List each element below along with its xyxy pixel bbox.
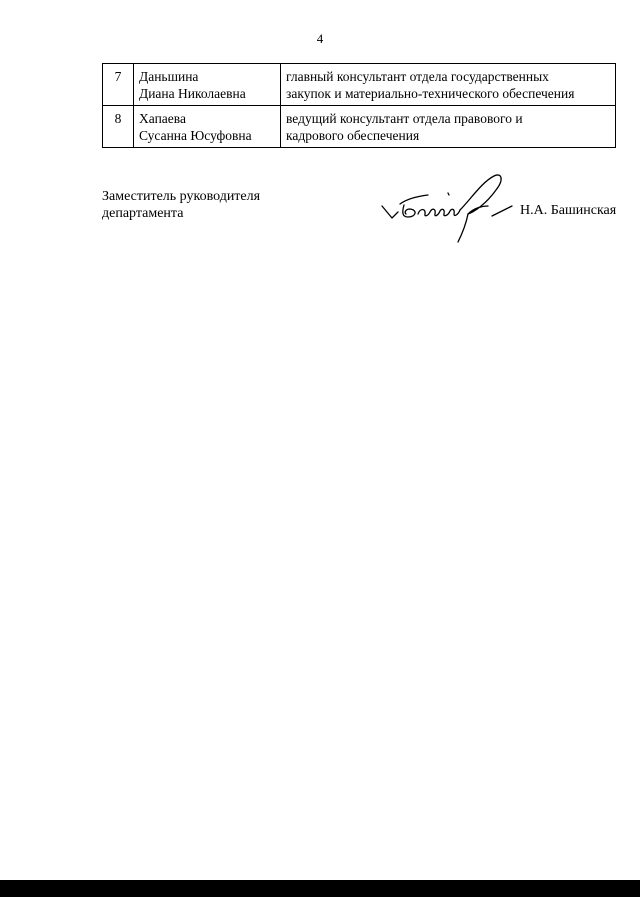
position-line: закупок и материально-технического обеспечения bbox=[286, 86, 575, 101]
handwritten-signature bbox=[378, 168, 518, 244]
employee-position-cell bbox=[281, 64, 616, 106]
signer-title-line: департамента bbox=[102, 206, 184, 221]
position-line: ведущий консультант отдела правового и bbox=[286, 111, 523, 126]
page-number: 4 bbox=[316, 31, 324, 46]
employee-given-name: Диана Николаевна bbox=[139, 86, 246, 101]
employee-surname: Даньшина bbox=[139, 69, 199, 84]
row-number: 8 bbox=[103, 106, 134, 148]
row-number: 7 bbox=[103, 64, 134, 106]
table-row bbox=[103, 106, 616, 148]
employee-name-cell bbox=[134, 64, 281, 106]
signer-title-line: Заместитель руководителя bbox=[102, 189, 261, 204]
employee-given-name: Сусанна Юсуфовна bbox=[139, 128, 252, 143]
employee-surname: Хапаева bbox=[139, 111, 186, 126]
employee-name-cell bbox=[134, 106, 281, 148]
staff-table bbox=[102, 63, 616, 148]
signer-title bbox=[102, 188, 260, 222]
table-row bbox=[103, 64, 616, 106]
employee-position-cell bbox=[281, 106, 616, 148]
position-line: кадрового обеспечения bbox=[286, 128, 420, 143]
signer-name: Н.А. Башинская bbox=[520, 203, 617, 218]
position-line: главный консультант отдела государственных bbox=[286, 69, 549, 84]
scan-edge-bar bbox=[0, 880, 640, 897]
